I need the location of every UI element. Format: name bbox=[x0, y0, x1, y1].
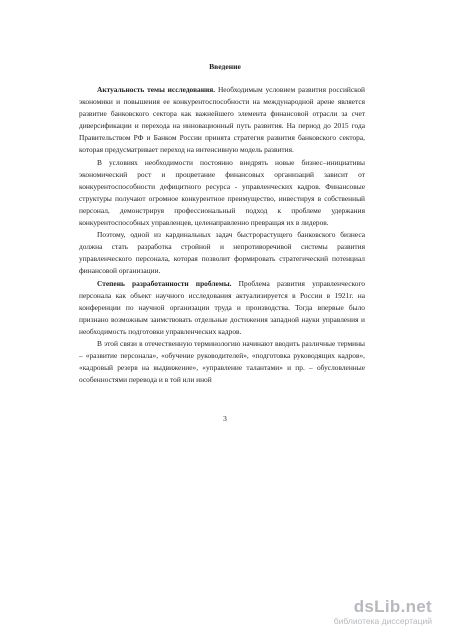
paragraph-text: Поэтому, одной из кардинальных задач быстрорастущего банковского бизнеса должна стать разработка стройной и непротиворечивой системы развития управленческого персонала, которая позволит формировать стратегический потенциал финансовой организации. bbox=[79, 230, 365, 276]
watermark bbox=[320, 597, 432, 627]
paragraph-problem-development bbox=[79, 278, 365, 338]
paragraph-text: Проблема развития управленческого персонала как объект научного исследования актуализируется в России в 1921г. на конференции по научной организации труда и производства. Тогда впервые было признано возможным заимствовать отдельные достижения западной науки управления и необходимость подготовки управленческих кадров. bbox=[79, 278, 365, 336]
paragraph-lead: Степень разработанности проблемы. bbox=[97, 278, 232, 288]
page-title: Введение bbox=[209, 62, 241, 71]
watermark-subtitle: библиотека диссертаций bbox=[333, 616, 432, 626]
paragraph-text: В этой связи в отечественную терминологию начинают вводить различные термины – «развитие персонала», «обучение руководителей», «подготовка руководящих кадров», «кадровый резерв на выдвижение», «управление талантами» и пр. – обусловленные особенностями перевода и в той или иной bbox=[79, 338, 365, 385]
paragraph-terminology bbox=[79, 338, 365, 386]
paragraph-lead: Актуальность темы исследования. bbox=[97, 85, 216, 94]
page-number: 3 bbox=[223, 414, 227, 423]
paragraph-key-tasks bbox=[79, 229, 365, 277]
paragraph-text: В условиях необходимости постоянно внедрять новые бизнес–инициативы экономический рост и процветание финансовых организаций зависит от конкурентоспособности дефицитного ресурса - управленческих кадров. Финансовые структуры получают огромное конкурентное преимущество, инвестируя в собственный персонал, демонстрируя профессиональный подход к проблеме удержания конкурентоспособных управленцев, целенаправленно превращая их в лидеров. bbox=[79, 157, 365, 228]
body-text bbox=[79, 84, 365, 386]
watermark-logo: dsLib.net bbox=[353, 597, 432, 616]
paragraph-relevance bbox=[79, 84, 365, 157]
paragraph-business-initiatives bbox=[79, 157, 365, 230]
paragraph-text: Необходимым условием развития российской экономики и повышения ее конкурентоспособности на международной арене является развитие банковского сектора как важнейшего элемента финансовой отрасли за счет диверсификации и перехода на инновационный путь развития. На период до 2015 года Правительством РФ и Банком России принята стратегия развития банковского сектора, которая предусматривает переход на интенсивную модель развития. bbox=[79, 85, 365, 155]
